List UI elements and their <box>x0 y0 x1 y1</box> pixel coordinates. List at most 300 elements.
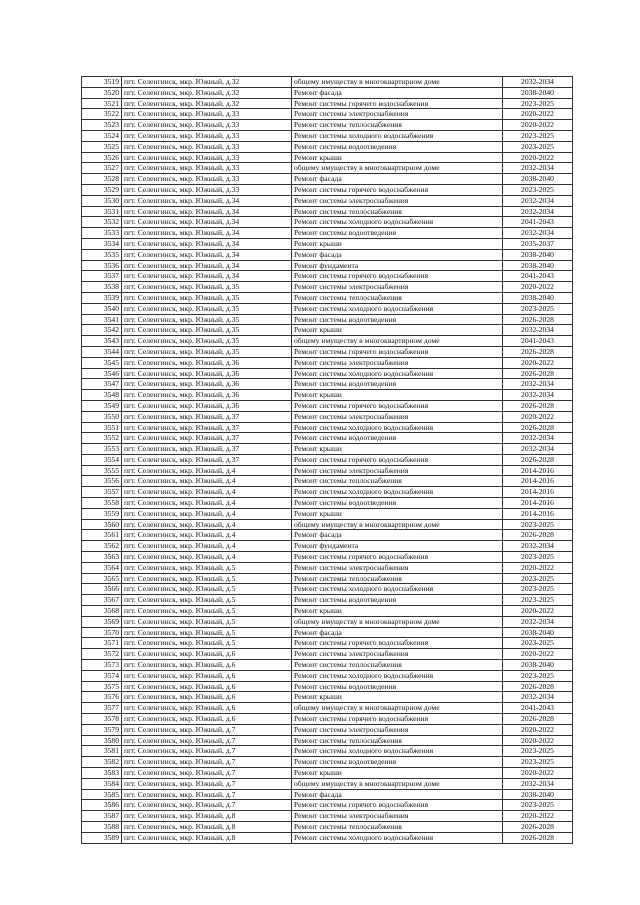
row-number: 3526 <box>82 152 122 163</box>
table-row <box>82 260 573 271</box>
address-cell: пгт. Селенгинск, мкр. Южный, д.36 <box>122 368 292 379</box>
address-cell: пгт. Селенгинск, мкр. Южный, д.7 <box>122 724 292 735</box>
address-cell: пгт. Селенгинск, мкр. Южный, д.7 <box>122 735 292 746</box>
table-row <box>82 778 573 789</box>
row-number: 3563 <box>82 552 122 563</box>
work-type-cell: Ремонт системы электроснабжения <box>292 195 503 206</box>
table-row <box>82 433 573 444</box>
work-type-cell: Ремонт системы горячего водоснабжения <box>292 346 503 357</box>
address-cell: пгт. Селенгинск, мкр. Южный, д.34 <box>122 217 292 228</box>
address-cell: пгт. Селенгинск, мкр. Южный, д.6 <box>122 703 292 714</box>
work-type-cell: Ремонт системы теплоснабжения <box>292 573 503 584</box>
work-type-cell: Ремонт системы горячего водоснабжения <box>292 714 503 725</box>
row-number: 3553 <box>82 444 122 455</box>
row-number: 3538 <box>82 282 122 293</box>
address-cell: пгт. Селенгинск, мкр. Южный, д.34 <box>122 228 292 239</box>
row-number: 3565 <box>82 573 122 584</box>
address-cell: пгт. Селенгинск, мкр. Южный, д.33 <box>122 152 292 163</box>
period-cell: 2020-2022 <box>503 724 573 735</box>
row-number: 3544 <box>82 346 122 357</box>
table-row <box>82 681 573 692</box>
table-row <box>82 649 573 660</box>
address-cell: пгт. Селенгинск, мкр. Южный, д.33 <box>122 141 292 152</box>
period-cell: 2026-2028 <box>503 422 573 433</box>
table-row <box>82 249 573 260</box>
work-type-cell: Ремонт системы водоотведения <box>292 498 503 509</box>
table-row <box>82 109 573 120</box>
address-cell: пгт. Селенгинск, мкр. Южный, д.34 <box>122 238 292 249</box>
work-type-cell: Ремонт системы горячего водоснабжения <box>292 454 503 465</box>
row-number: 3540 <box>82 303 122 314</box>
table-row <box>82 789 573 800</box>
address-cell: пгт. Селенгинск, мкр. Южный, д.36 <box>122 390 292 401</box>
work-type-cell: Ремонт фасада <box>292 530 503 541</box>
period-cell: 2020-2022 <box>503 768 573 779</box>
table-row <box>82 184 573 195</box>
address-cell: пгт. Селенгинск, мкр. Южный, д.33 <box>122 109 292 120</box>
work-type-cell: общему имуществу в многоквартирном доме <box>292 336 503 347</box>
work-type-cell: Ремонт крыши <box>292 152 503 163</box>
work-type-cell: Ремонт системы горячего водоснабжения <box>292 98 503 109</box>
work-type-cell: Ремонт системы теплоснабжения <box>292 660 503 671</box>
address-cell: пгт. Селенгинск, мкр. Южный, д.32 <box>122 98 292 109</box>
table-row <box>82 422 573 433</box>
address-cell: пгт. Селенгинск, мкр. Южный, д.34 <box>122 206 292 217</box>
table-row <box>82 454 573 465</box>
work-type-cell: Ремонт системы горячего водоснабжения <box>292 552 503 563</box>
work-type-cell: Ремонт системы холодного водоснабжения <box>292 832 503 843</box>
row-number: 3547 <box>82 379 122 390</box>
period-cell: 2023-2025 <box>503 303 573 314</box>
work-type-cell: Ремонт системы горячего водоснабжения <box>292 400 503 411</box>
row-number: 3574 <box>82 670 122 681</box>
table-row <box>82 357 573 368</box>
period-cell: 2038-2040 <box>503 660 573 671</box>
work-type-cell: Ремонт фасада <box>292 249 503 260</box>
address-cell: пгт. Селенгинск, мкр. Южный, д.33 <box>122 130 292 141</box>
period-cell: 2032-2034 <box>503 325 573 336</box>
row-number: 3577 <box>82 703 122 714</box>
work-type-cell: Ремонт системы горячего водоснабжения <box>292 271 503 282</box>
period-cell: 2023-2025 <box>503 584 573 595</box>
address-cell: пгт. Селенгинск, мкр. Южный, д.5 <box>122 627 292 638</box>
period-cell: 2026-2028 <box>503 454 573 465</box>
period-cell: 2023-2025 <box>503 638 573 649</box>
row-number: 3586 <box>82 800 122 811</box>
table-row <box>82 368 573 379</box>
address-cell: пгт. Селенгинск, мкр. Южный, д.36 <box>122 400 292 411</box>
period-cell: 2041-2043 <box>503 336 573 347</box>
address-cell: пгт. Селенгинск, мкр. Южный, д.35 <box>122 325 292 336</box>
period-cell: 2032-2034 <box>503 541 573 552</box>
period-cell: 2023-2025 <box>503 757 573 768</box>
row-number: 3558 <box>82 498 122 509</box>
address-cell: пгт. Селенгинск, мкр. Южный, д.35 <box>122 292 292 303</box>
period-cell: 2032-2034 <box>503 206 573 217</box>
row-number: 3568 <box>82 606 122 617</box>
row-number: 3537 <box>82 271 122 282</box>
work-type-cell: Ремонт системы электроснабжения <box>292 109 503 120</box>
work-type-cell: Ремонт системы электроснабжения <box>292 465 503 476</box>
work-type-cell: Ремонт системы горячего водоснабжения <box>292 638 503 649</box>
table-row <box>82 616 573 627</box>
address-cell: пгт. Селенгинск, мкр. Южный, д.6 <box>122 714 292 725</box>
row-number: 3556 <box>82 476 122 487</box>
table-row <box>82 98 573 109</box>
work-type-cell: Ремонт системы водоотведения <box>292 433 503 444</box>
period-cell: 2032-2034 <box>503 616 573 627</box>
table-row <box>82 379 573 390</box>
row-number: 3520 <box>82 87 122 98</box>
work-type-cell: Ремонт фундамента <box>292 260 503 271</box>
address-cell: пгт. Селенгинск, мкр. Южный, д.37 <box>122 444 292 455</box>
period-cell: 2032-2034 <box>503 778 573 789</box>
work-type-cell: Ремонт системы холодного водоснабжения <box>292 584 503 595</box>
address-cell: пгт. Селенгинск, мкр. Южный, д.7 <box>122 789 292 800</box>
address-cell: пгт. Селенгинск, мкр. Южный, д.6 <box>122 681 292 692</box>
work-type-cell: общему имуществу в многоквартирном доме <box>292 778 503 789</box>
table-row <box>82 735 573 746</box>
row-number: 3588 <box>82 821 122 832</box>
row-number: 3521 <box>82 98 122 109</box>
period-cell: 2032-2034 <box>503 444 573 455</box>
period-cell: 2020-2022 <box>503 109 573 120</box>
address-cell: пгт. Селенгинск, мкр. Южный, д.35 <box>122 346 292 357</box>
table-row <box>82 228 573 239</box>
period-cell: 2038-2040 <box>503 627 573 638</box>
period-cell: 2023-2025 <box>503 141 573 152</box>
work-type-cell: Ремонт крыши <box>292 238 503 249</box>
period-cell: 2032-2034 <box>503 195 573 206</box>
period-cell: 2020-2022 <box>503 811 573 822</box>
table-row <box>82 282 573 293</box>
table-row <box>82 660 573 671</box>
row-number: 3536 <box>82 260 122 271</box>
address-cell: пгт. Селенгинск, мкр. Южный, д.34 <box>122 260 292 271</box>
work-type-cell: Ремонт системы горячего водоснабжения <box>292 184 503 195</box>
period-cell: 2023-2025 <box>503 184 573 195</box>
address-cell: пгт. Селенгинск, мкр. Южный, д.35 <box>122 336 292 347</box>
period-cell: 2035-2037 <box>503 238 573 249</box>
row-number: 3570 <box>82 627 122 638</box>
period-cell: 2020-2022 <box>503 649 573 660</box>
period-cell: 2020-2022 <box>503 357 573 368</box>
address-cell: пгт. Селенгинск, мкр. Южный, д.8 <box>122 811 292 822</box>
row-number: 3542 <box>82 325 122 336</box>
period-cell: 2038-2040 <box>503 174 573 185</box>
work-type-cell: Ремонт крыши <box>292 508 503 519</box>
work-type-cell: Ремонт крыши <box>292 768 503 779</box>
work-type-cell: Ремонт системы теплоснабжения <box>292 735 503 746</box>
period-cell: 2023-2025 <box>503 595 573 606</box>
work-type-cell: Ремонт системы электроснабжения <box>292 724 503 735</box>
table-body <box>82 77 573 844</box>
row-number: 3539 <box>82 292 122 303</box>
row-number: 3549 <box>82 400 122 411</box>
row-number: 3580 <box>82 735 122 746</box>
work-type-cell: Ремонт системы холодного водоснабжения <box>292 487 503 498</box>
row-number: 3524 <box>82 130 122 141</box>
address-cell: пгт. Селенгинск, мкр. Южный, д.33 <box>122 174 292 185</box>
row-number: 3546 <box>82 368 122 379</box>
row-number: 3541 <box>82 314 122 325</box>
work-type-cell: Ремонт системы горячего водоснабжения <box>292 800 503 811</box>
table-row <box>82 120 573 131</box>
row-number: 3571 <box>82 638 122 649</box>
period-cell: 2032-2034 <box>503 379 573 390</box>
work-type-cell: Ремонт системы водоотведения <box>292 141 503 152</box>
table-row <box>82 314 573 325</box>
address-cell: пгт. Селенгинск, мкр. Южный, д.5 <box>122 584 292 595</box>
period-cell: 2041-2043 <box>503 217 573 228</box>
address-cell: пгт. Селенгинск, мкр. Южный, д.37 <box>122 422 292 433</box>
period-cell: 2026-2028 <box>503 832 573 843</box>
period-cell: 2026-2028 <box>503 530 573 541</box>
row-number: 3566 <box>82 584 122 595</box>
row-number: 3550 <box>82 411 122 422</box>
period-cell: 2020-2022 <box>503 152 573 163</box>
table-row <box>82 832 573 843</box>
row-number: 3523 <box>82 120 122 131</box>
row-number: 3578 <box>82 714 122 725</box>
row-number: 3532 <box>82 217 122 228</box>
period-cell: 2020-2022 <box>503 562 573 573</box>
table-row <box>82 292 573 303</box>
table-row <box>82 703 573 714</box>
work-type-cell: общему имуществу в многоквартирном доме <box>292 616 503 627</box>
work-type-cell: Ремонт системы холодного водоснабжения <box>292 368 503 379</box>
row-number: 3585 <box>82 789 122 800</box>
period-cell: 2020-2022 <box>503 735 573 746</box>
address-cell: пгт. Селенгинск, мкр. Южный, д.34 <box>122 249 292 260</box>
row-number: 3581 <box>82 746 122 757</box>
row-number: 3584 <box>82 778 122 789</box>
table-row <box>82 346 573 357</box>
table-row <box>82 130 573 141</box>
table-row <box>82 238 573 249</box>
row-number: 3587 <box>82 811 122 822</box>
period-cell: 2020-2022 <box>503 606 573 617</box>
address-cell: пгт. Селенгинск, мкр. Южный, д.36 <box>122 379 292 390</box>
period-cell: 2038-2040 <box>503 789 573 800</box>
row-number: 3583 <box>82 768 122 779</box>
table-row <box>82 746 573 757</box>
address-cell: пгт. Селенгинск, мкр. Южный, д.6 <box>122 670 292 681</box>
table-row <box>82 217 573 228</box>
row-number: 3527 <box>82 163 122 174</box>
row-number: 3531 <box>82 206 122 217</box>
address-cell: пгт. Селенгинск, мкр. Южный, д.4 <box>122 487 292 498</box>
work-type-cell: Ремонт системы холодного водоснабжения <box>292 746 503 757</box>
table-row <box>82 271 573 282</box>
period-cell: 2038-2040 <box>503 87 573 98</box>
table-row <box>82 530 573 541</box>
period-cell: 2023-2025 <box>503 746 573 757</box>
work-type-cell: Ремонт фундамента <box>292 541 503 552</box>
address-cell: пгт. Селенгинск, мкр. Южный, д.7 <box>122 778 292 789</box>
period-cell: 2032-2034 <box>503 77 573 88</box>
table-row <box>82 670 573 681</box>
period-cell: 2014-2016 <box>503 465 573 476</box>
period-cell: 2026-2028 <box>503 368 573 379</box>
table-row <box>82 519 573 530</box>
table-row <box>82 476 573 487</box>
table-row <box>82 87 573 98</box>
period-cell: 2026-2028 <box>503 681 573 692</box>
address-cell: пгт. Селенгинск, мкр. Южный, д.7 <box>122 757 292 768</box>
work-type-cell: Ремонт системы холодного водоснабжения <box>292 303 503 314</box>
work-type-cell: Ремонт крыши <box>292 692 503 703</box>
row-number: 3573 <box>82 660 122 671</box>
address-cell: пгт. Селенгинск, мкр. Южный, д.37 <box>122 454 292 465</box>
work-type-cell: Ремонт крыши <box>292 444 503 455</box>
work-type-cell: Ремонт системы теплоснабжения <box>292 476 503 487</box>
row-number: 3589 <box>82 832 122 843</box>
period-cell: 2023-2025 <box>503 800 573 811</box>
work-type-cell: Ремонт системы электроснабжения <box>292 357 503 368</box>
work-type-cell: Ремонт системы электроснабжения <box>292 411 503 422</box>
table-row <box>82 692 573 703</box>
table-row <box>82 465 573 476</box>
period-cell: 2014-2016 <box>503 508 573 519</box>
work-type-cell: Ремонт системы холодного водоснабжения <box>292 670 503 681</box>
period-cell: 2014-2016 <box>503 476 573 487</box>
address-cell: пгт. Селенгинск, мкр. Южный, д.6 <box>122 660 292 671</box>
address-cell: пгт. Селенгинск, мкр. Южный, д.8 <box>122 821 292 832</box>
table-row <box>82 174 573 185</box>
address-cell: пгт. Селенгинск, мкр. Южный, д.4 <box>122 530 292 541</box>
table-row <box>82 821 573 832</box>
address-cell: пгт. Селенгинск, мкр. Южный, д.34 <box>122 195 292 206</box>
work-schedule-table <box>81 76 573 844</box>
table-row <box>82 724 573 735</box>
table-row <box>82 584 573 595</box>
address-cell: пгт. Селенгинск, мкр. Южный, д.36 <box>122 357 292 368</box>
table-row <box>82 811 573 822</box>
row-number: 3567 <box>82 595 122 606</box>
table-row <box>82 303 573 314</box>
address-cell: пгт. Селенгинск, мкр. Южный, д.5 <box>122 573 292 584</box>
work-type-cell: Ремонт системы теплоснабжения <box>292 821 503 832</box>
period-cell: 2032-2034 <box>503 692 573 703</box>
period-cell: 2023-2025 <box>503 573 573 584</box>
address-cell: пгт. Селенгинск, мкр. Южный, д.34 <box>122 271 292 282</box>
address-cell: пгт. Селенгинск, мкр. Южный, д.4 <box>122 541 292 552</box>
work-type-cell: Ремонт системы электроснабжения <box>292 811 503 822</box>
address-cell: пгт. Селенгинск, мкр. Южный, д.4 <box>122 465 292 476</box>
table-row <box>82 325 573 336</box>
address-cell: пгт. Селенгинск, мкр. Южный, д.5 <box>122 638 292 649</box>
row-number: 3534 <box>82 238 122 249</box>
row-number: 3576 <box>82 692 122 703</box>
table-row <box>82 152 573 163</box>
work-type-cell: Ремонт системы холодного водоснабжения <box>292 217 503 228</box>
period-cell: 2023-2025 <box>503 552 573 563</box>
row-number: 3569 <box>82 616 122 627</box>
table-row <box>82 411 573 422</box>
address-cell: пгт. Селенгинск, мкр. Южный, д.7 <box>122 800 292 811</box>
table-row <box>82 757 573 768</box>
work-type-cell: Ремонт системы водоотведения <box>292 757 503 768</box>
table-row <box>82 487 573 498</box>
period-cell: 2023-2025 <box>503 519 573 530</box>
period-cell: 2026-2028 <box>503 714 573 725</box>
period-cell: 2032-2034 <box>503 228 573 239</box>
row-number: 3562 <box>82 541 122 552</box>
work-type-cell: Ремонт фасада <box>292 87 503 98</box>
row-number: 3572 <box>82 649 122 660</box>
period-cell: 2026-2028 <box>503 314 573 325</box>
period-cell: 2038-2040 <box>503 292 573 303</box>
table-row <box>82 77 573 88</box>
row-number: 3557 <box>82 487 122 498</box>
table-row <box>82 573 573 584</box>
table-row <box>82 800 573 811</box>
work-type-cell: Ремонт крыши <box>292 606 503 617</box>
work-type-cell: Ремонт фасада <box>292 174 503 185</box>
address-cell: пгт. Селенгинск, мкр. Южный, д.4 <box>122 508 292 519</box>
work-type-cell: общему имуществу в многоквартирном доме <box>292 703 503 714</box>
work-type-cell: Ремонт системы электроснабжения <box>292 562 503 573</box>
table-row <box>82 141 573 152</box>
row-number: 3575 <box>82 681 122 692</box>
address-cell: пгт. Селенгинск, мкр. Южный, д.6 <box>122 692 292 703</box>
work-type-cell: Ремонт системы электроснабжения <box>292 282 503 293</box>
work-type-cell: Ремонт фасада <box>292 627 503 638</box>
table-row <box>82 714 573 725</box>
address-cell: пгт. Селенгинск, мкр. Южный, д.4 <box>122 498 292 509</box>
table-row <box>82 638 573 649</box>
address-cell: пгт. Селенгинск, мкр. Южный, д.4 <box>122 552 292 563</box>
period-cell: 2020-2022 <box>503 120 573 131</box>
address-cell: пгт. Селенгинск, мкр. Южный, д.5 <box>122 562 292 573</box>
table-row <box>82 552 573 563</box>
work-type-cell: Ремонт крыши <box>292 325 503 336</box>
address-cell: пгт. Селенгинск, мкр. Южный, д.6 <box>122 649 292 660</box>
table-row <box>82 508 573 519</box>
table-row <box>82 498 573 509</box>
address-cell: пгт. Селенгинск, мкр. Южный, д.32 <box>122 87 292 98</box>
period-cell: 2023-2025 <box>503 670 573 681</box>
table-row <box>82 562 573 573</box>
row-number: 3543 <box>82 336 122 347</box>
address-cell: пгт. Селенгинск, мкр. Южный, д.35 <box>122 314 292 325</box>
row-number: 3555 <box>82 465 122 476</box>
row-number: 3552 <box>82 433 122 444</box>
row-number: 3560 <box>82 519 122 530</box>
table-row <box>82 541 573 552</box>
address-cell: пгт. Селенгинск, мкр. Южный, д.33 <box>122 184 292 195</box>
table-row <box>82 444 573 455</box>
table-row <box>82 595 573 606</box>
period-cell: 2041-2043 <box>503 271 573 282</box>
period-cell: 2014-2016 <box>503 487 573 498</box>
row-number: 3559 <box>82 508 122 519</box>
address-cell: пгт. Селенгинск, мкр. Южный, д.4 <box>122 476 292 487</box>
table-row <box>82 336 573 347</box>
address-cell: пгт. Селенгинск, мкр. Южный, д.7 <box>122 746 292 757</box>
work-type-cell: Ремонт системы теплоснабжения <box>292 120 503 131</box>
table-row <box>82 627 573 638</box>
period-cell: 2041-2043 <box>503 703 573 714</box>
address-cell: пгт. Селенгинск, мкр. Южный, д.5 <box>122 616 292 627</box>
address-cell: пгт. Селенгинск, мкр. Южный, д.4 <box>122 519 292 530</box>
period-cell: 2032-2034 <box>503 390 573 401</box>
work-type-cell: Ремонт системы холодного водоснабжения <box>292 130 503 141</box>
period-cell: 2023-2025 <box>503 130 573 141</box>
row-number: 3545 <box>82 357 122 368</box>
period-cell: 2032-2034 <box>503 433 573 444</box>
